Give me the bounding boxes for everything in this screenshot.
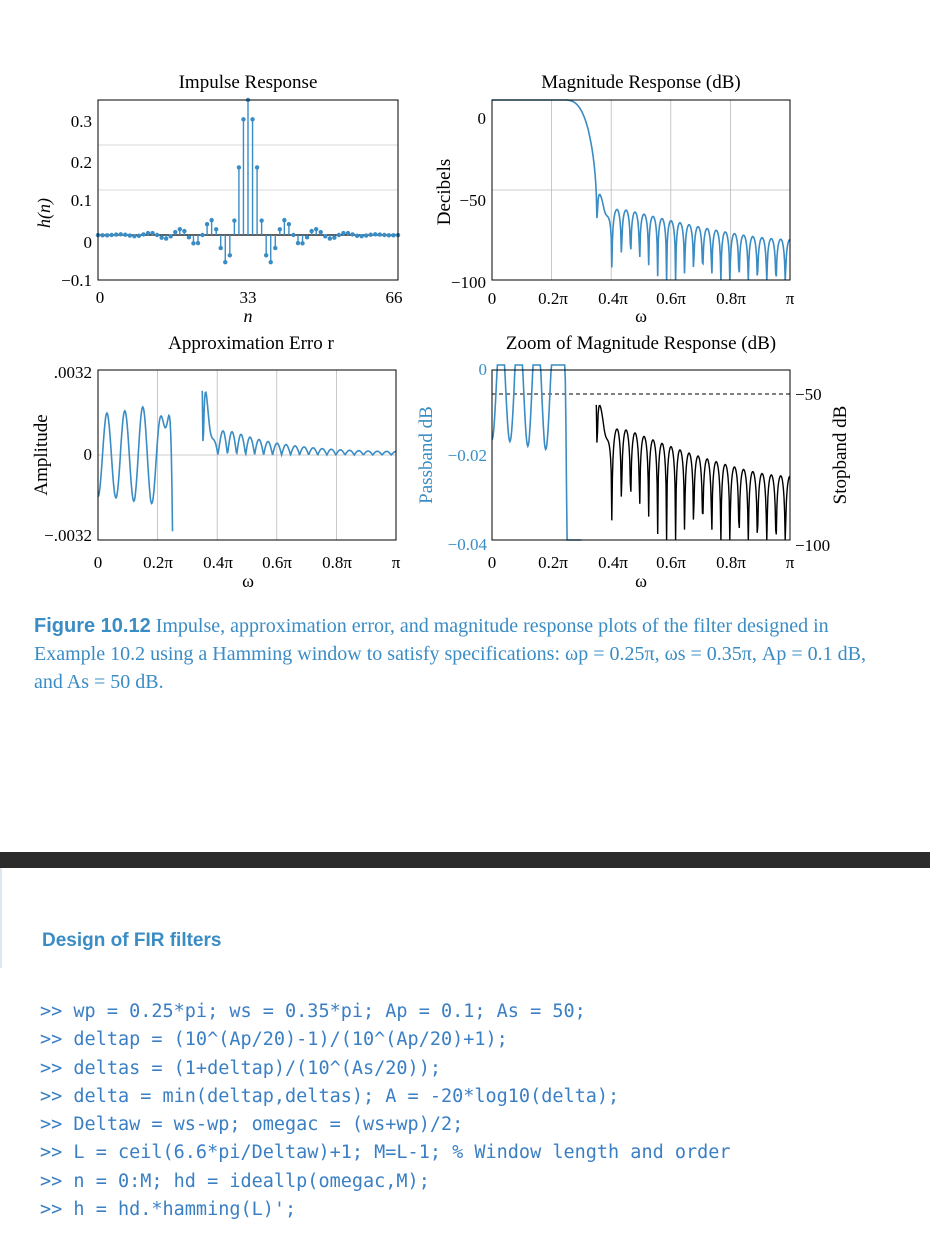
magnitude-ytick: −50 bbox=[459, 191, 486, 210]
impulse-stem-marker bbox=[100, 233, 104, 237]
impulse-stem-marker bbox=[391, 233, 395, 237]
zoom-xtick: 0.6π bbox=[656, 553, 686, 572]
impulse-stem-marker bbox=[141, 232, 145, 236]
impulse-stem-marker bbox=[187, 235, 191, 239]
stopband-zoom-curve bbox=[596, 405, 790, 540]
impulse-stem-marker bbox=[205, 222, 209, 226]
impulse-stem-marker bbox=[346, 231, 350, 235]
impulse-stem-marker bbox=[155, 233, 159, 237]
error-title: Approximation Erro r bbox=[168, 333, 334, 354]
impulse-stem-marker bbox=[369, 233, 373, 237]
code-line: >> delta = min(deltap,deltas); A = -20*log10(delta); bbox=[40, 1085, 620, 1107]
magnitude-title: Magnitude Response (dB) bbox=[541, 72, 741, 93]
impulse-stem-marker bbox=[323, 234, 327, 238]
zoom-ytick-right: −100 bbox=[795, 536, 831, 555]
code-line: >> Deltaw = ws-wp; omegac = (ws+wp)/2; bbox=[40, 1114, 464, 1136]
code-line: >> wp = 0.25*pi; ws = 0.35*pi; Ap = 0.1; As = 50; bbox=[40, 1001, 586, 1022]
impulse-stem-marker bbox=[214, 227, 218, 231]
impulse-stem-marker bbox=[350, 232, 354, 236]
error-ytick: −.0032 bbox=[44, 526, 92, 545]
impulse-stem-marker bbox=[119, 232, 123, 236]
magnitude-ytick: 0 bbox=[477, 109, 486, 128]
zoom-xtick: 0.2π bbox=[538, 553, 568, 572]
section-left-rule bbox=[0, 868, 2, 968]
zoom-ylabel-right: Stopband dB bbox=[830, 405, 851, 505]
impulse-ylabel: h(n) bbox=[34, 198, 54, 228]
error-ytick: 0 bbox=[83, 445, 92, 464]
zoom-ytick-right: −50 bbox=[795, 385, 822, 404]
impulse-xtick: 0 bbox=[95, 288, 105, 307]
error-xtick: 0 bbox=[93, 553, 103, 572]
code-line: >> n = 0:M; hd = ideallp(omegac,M); bbox=[40, 1170, 430, 1192]
impulse-stem-marker bbox=[105, 233, 109, 237]
zoom-xlabel: ω bbox=[635, 571, 647, 591]
impulse-stem-marker bbox=[378, 232, 382, 236]
code-listing bbox=[40, 998, 731, 1224]
impulse-stem-marker bbox=[296, 241, 300, 245]
impulse-stem-marker bbox=[282, 218, 286, 222]
impulse-response-panel bbox=[34, 72, 403, 326]
impulse-stem-marker bbox=[209, 218, 213, 222]
error-xlabel: ω bbox=[242, 571, 254, 591]
magnitude-xtick: 0.4π bbox=[598, 289, 628, 308]
impulse-stem-marker bbox=[169, 234, 173, 238]
impulse-stem-marker bbox=[305, 235, 309, 239]
impulse-stem-marker bbox=[109, 233, 113, 237]
magnitude-xlabel: ω bbox=[635, 306, 647, 326]
impulse-stems bbox=[96, 98, 400, 265]
impulse-stem-marker bbox=[128, 233, 132, 237]
zoom-ytick-left: 0 bbox=[478, 360, 487, 379]
impulse-stem-marker bbox=[364, 233, 368, 237]
impulse-stem-marker bbox=[200, 233, 204, 237]
impulse-stem-marker bbox=[269, 260, 273, 264]
impulse-stem-marker bbox=[178, 227, 182, 231]
magnitude-ylabel: Decibels bbox=[434, 158, 455, 226]
zoom-xtick: π bbox=[785, 553, 795, 572]
figure-10-12 bbox=[0, 0, 930, 600]
error-xtick: π bbox=[391, 553, 401, 572]
magnitude-xtick: 0.2π bbox=[538, 289, 568, 308]
impulse-stem-marker bbox=[159, 235, 163, 239]
impulse-stem-marker bbox=[382, 233, 386, 237]
impulse-stem-marker bbox=[319, 230, 323, 234]
impulse-stem-marker bbox=[223, 260, 227, 264]
magnitude-grid bbox=[492, 100, 790, 280]
section-heading: Design of FIR filters bbox=[42, 930, 222, 951]
passband-zoom-curve bbox=[492, 365, 581, 540]
impulse-stem-marker bbox=[359, 234, 363, 238]
magnitude-xtick: π bbox=[785, 289, 795, 308]
zoom-magnitude-panel bbox=[416, 333, 851, 591]
zoom-xtick: 0 bbox=[487, 553, 497, 572]
magnitude-xtick: 0.8π bbox=[716, 289, 746, 308]
zoom-title: Zoom of Magnitude Response (dB) bbox=[505, 333, 777, 354]
error-xtick: 0.8π bbox=[322, 553, 352, 572]
impulse-stem-marker bbox=[137, 234, 141, 238]
code-line: >> h = hd.*hamming(L)'; bbox=[40, 1199, 297, 1221]
figure-label: Figure 10.12 bbox=[34, 615, 151, 637]
approximation-error-panel bbox=[31, 333, 401, 591]
magnitude-ytick: −100 bbox=[450, 273, 486, 292]
impulse-stem-marker bbox=[241, 117, 245, 121]
impulse-stem-marker bbox=[337, 233, 341, 237]
impulse-ytick: 0.1 bbox=[70, 191, 92, 210]
impulse-xtick: 66 bbox=[385, 288, 403, 307]
impulse-stem-marker bbox=[123, 233, 127, 237]
impulse-stem-marker bbox=[314, 227, 318, 231]
magnitude-xtick: 0.6π bbox=[656, 289, 686, 308]
impulse-stem-marker bbox=[173, 230, 177, 234]
impulse-stem-marker bbox=[228, 253, 232, 257]
impulse-stem-marker bbox=[219, 246, 223, 250]
impulse-stem-marker bbox=[387, 233, 391, 237]
impulse-ytick: 0.3 bbox=[70, 112, 92, 131]
zoom-ytick-left: −0.04 bbox=[447, 535, 487, 554]
impulse-stem-marker bbox=[328, 236, 332, 240]
impulse-stem-marker bbox=[237, 165, 241, 169]
impulse-stem-marker bbox=[146, 231, 150, 235]
error-ytick: .0032 bbox=[53, 363, 92, 382]
figure-caption-text: Impulse, approximation error, and magnitude response plots of the filter designed in Example 10.2 using a Hamming window to satisfy specifications: ωp = 0.25π, ωs = 0.35π, Ap = 0.1 dB, and As = 50 dB. bbox=[34, 615, 866, 693]
impulse-stem-marker bbox=[232, 218, 236, 222]
magnitude-xtick: 0 bbox=[487, 289, 497, 308]
error-xtick: 0.4π bbox=[203, 553, 233, 572]
impulse-stem-marker bbox=[114, 232, 118, 236]
impulse-stem-marker bbox=[287, 222, 291, 226]
impulse-stem-marker bbox=[150, 231, 154, 235]
zoom-ylabel-left: Passband dB bbox=[416, 406, 437, 504]
error-passband-curve bbox=[98, 407, 173, 531]
impulse-stem-marker bbox=[355, 234, 359, 238]
impulse-title: Impulse Response bbox=[178, 72, 318, 93]
impulse-xlabel: n bbox=[243, 306, 253, 326]
impulse-stem-marker bbox=[196, 241, 200, 245]
impulse-stem-marker bbox=[373, 232, 377, 236]
impulse-stem-marker bbox=[273, 246, 277, 250]
code-line: >> deltas = (1+deltap)/(10^(As/20)); bbox=[40, 1057, 441, 1079]
error-xtick: 0.2π bbox=[143, 553, 173, 572]
impulse-stem-marker bbox=[164, 236, 168, 240]
error-grid bbox=[98, 370, 396, 540]
impulse-stem-marker bbox=[264, 253, 268, 257]
figure-caption bbox=[34, 612, 894, 696]
error-stopband-curve bbox=[202, 391, 396, 455]
impulse-stem-marker bbox=[341, 231, 345, 235]
impulse-ytick: 0 bbox=[83, 233, 92, 252]
impulse-xtick: 33 bbox=[239, 288, 257, 307]
impulse-stem-marker bbox=[309, 229, 313, 233]
error-ylabel: Amplitude bbox=[31, 414, 52, 496]
impulse-stem-marker bbox=[182, 229, 186, 233]
error-xtick: 0.6π bbox=[262, 553, 292, 572]
impulse-ytick: 0.2 bbox=[70, 153, 92, 172]
impulse-stem-marker bbox=[191, 241, 195, 245]
magnitude-response-panel bbox=[434, 72, 795, 326]
impulse-stem-marker bbox=[259, 218, 263, 222]
code-line: >> deltap = (10^(Ap/20)-1)/(10^(Ap/20)+1); bbox=[40, 1029, 508, 1051]
zoom-xtick: 0.8π bbox=[716, 553, 746, 572]
zoom-ytick-left: −0.02 bbox=[447, 446, 487, 465]
impulse-stem-marker bbox=[332, 235, 336, 239]
zoom-xtick: 0.4π bbox=[598, 553, 628, 572]
impulse-stem-marker bbox=[132, 234, 136, 238]
impulse-stem-marker bbox=[250, 117, 254, 121]
impulse-stem-marker bbox=[278, 227, 282, 231]
impulse-ytick: −0.1 bbox=[61, 271, 92, 290]
impulse-stem-marker bbox=[255, 165, 259, 169]
code-line: >> L = ceil(6.6*pi/Deltaw)+1; M=L-1; % Window length and order bbox=[40, 1142, 731, 1164]
section-divider-bar bbox=[0, 852, 930, 868]
impulse-stem-marker bbox=[300, 241, 304, 245]
impulse-stem-marker bbox=[291, 233, 295, 237]
